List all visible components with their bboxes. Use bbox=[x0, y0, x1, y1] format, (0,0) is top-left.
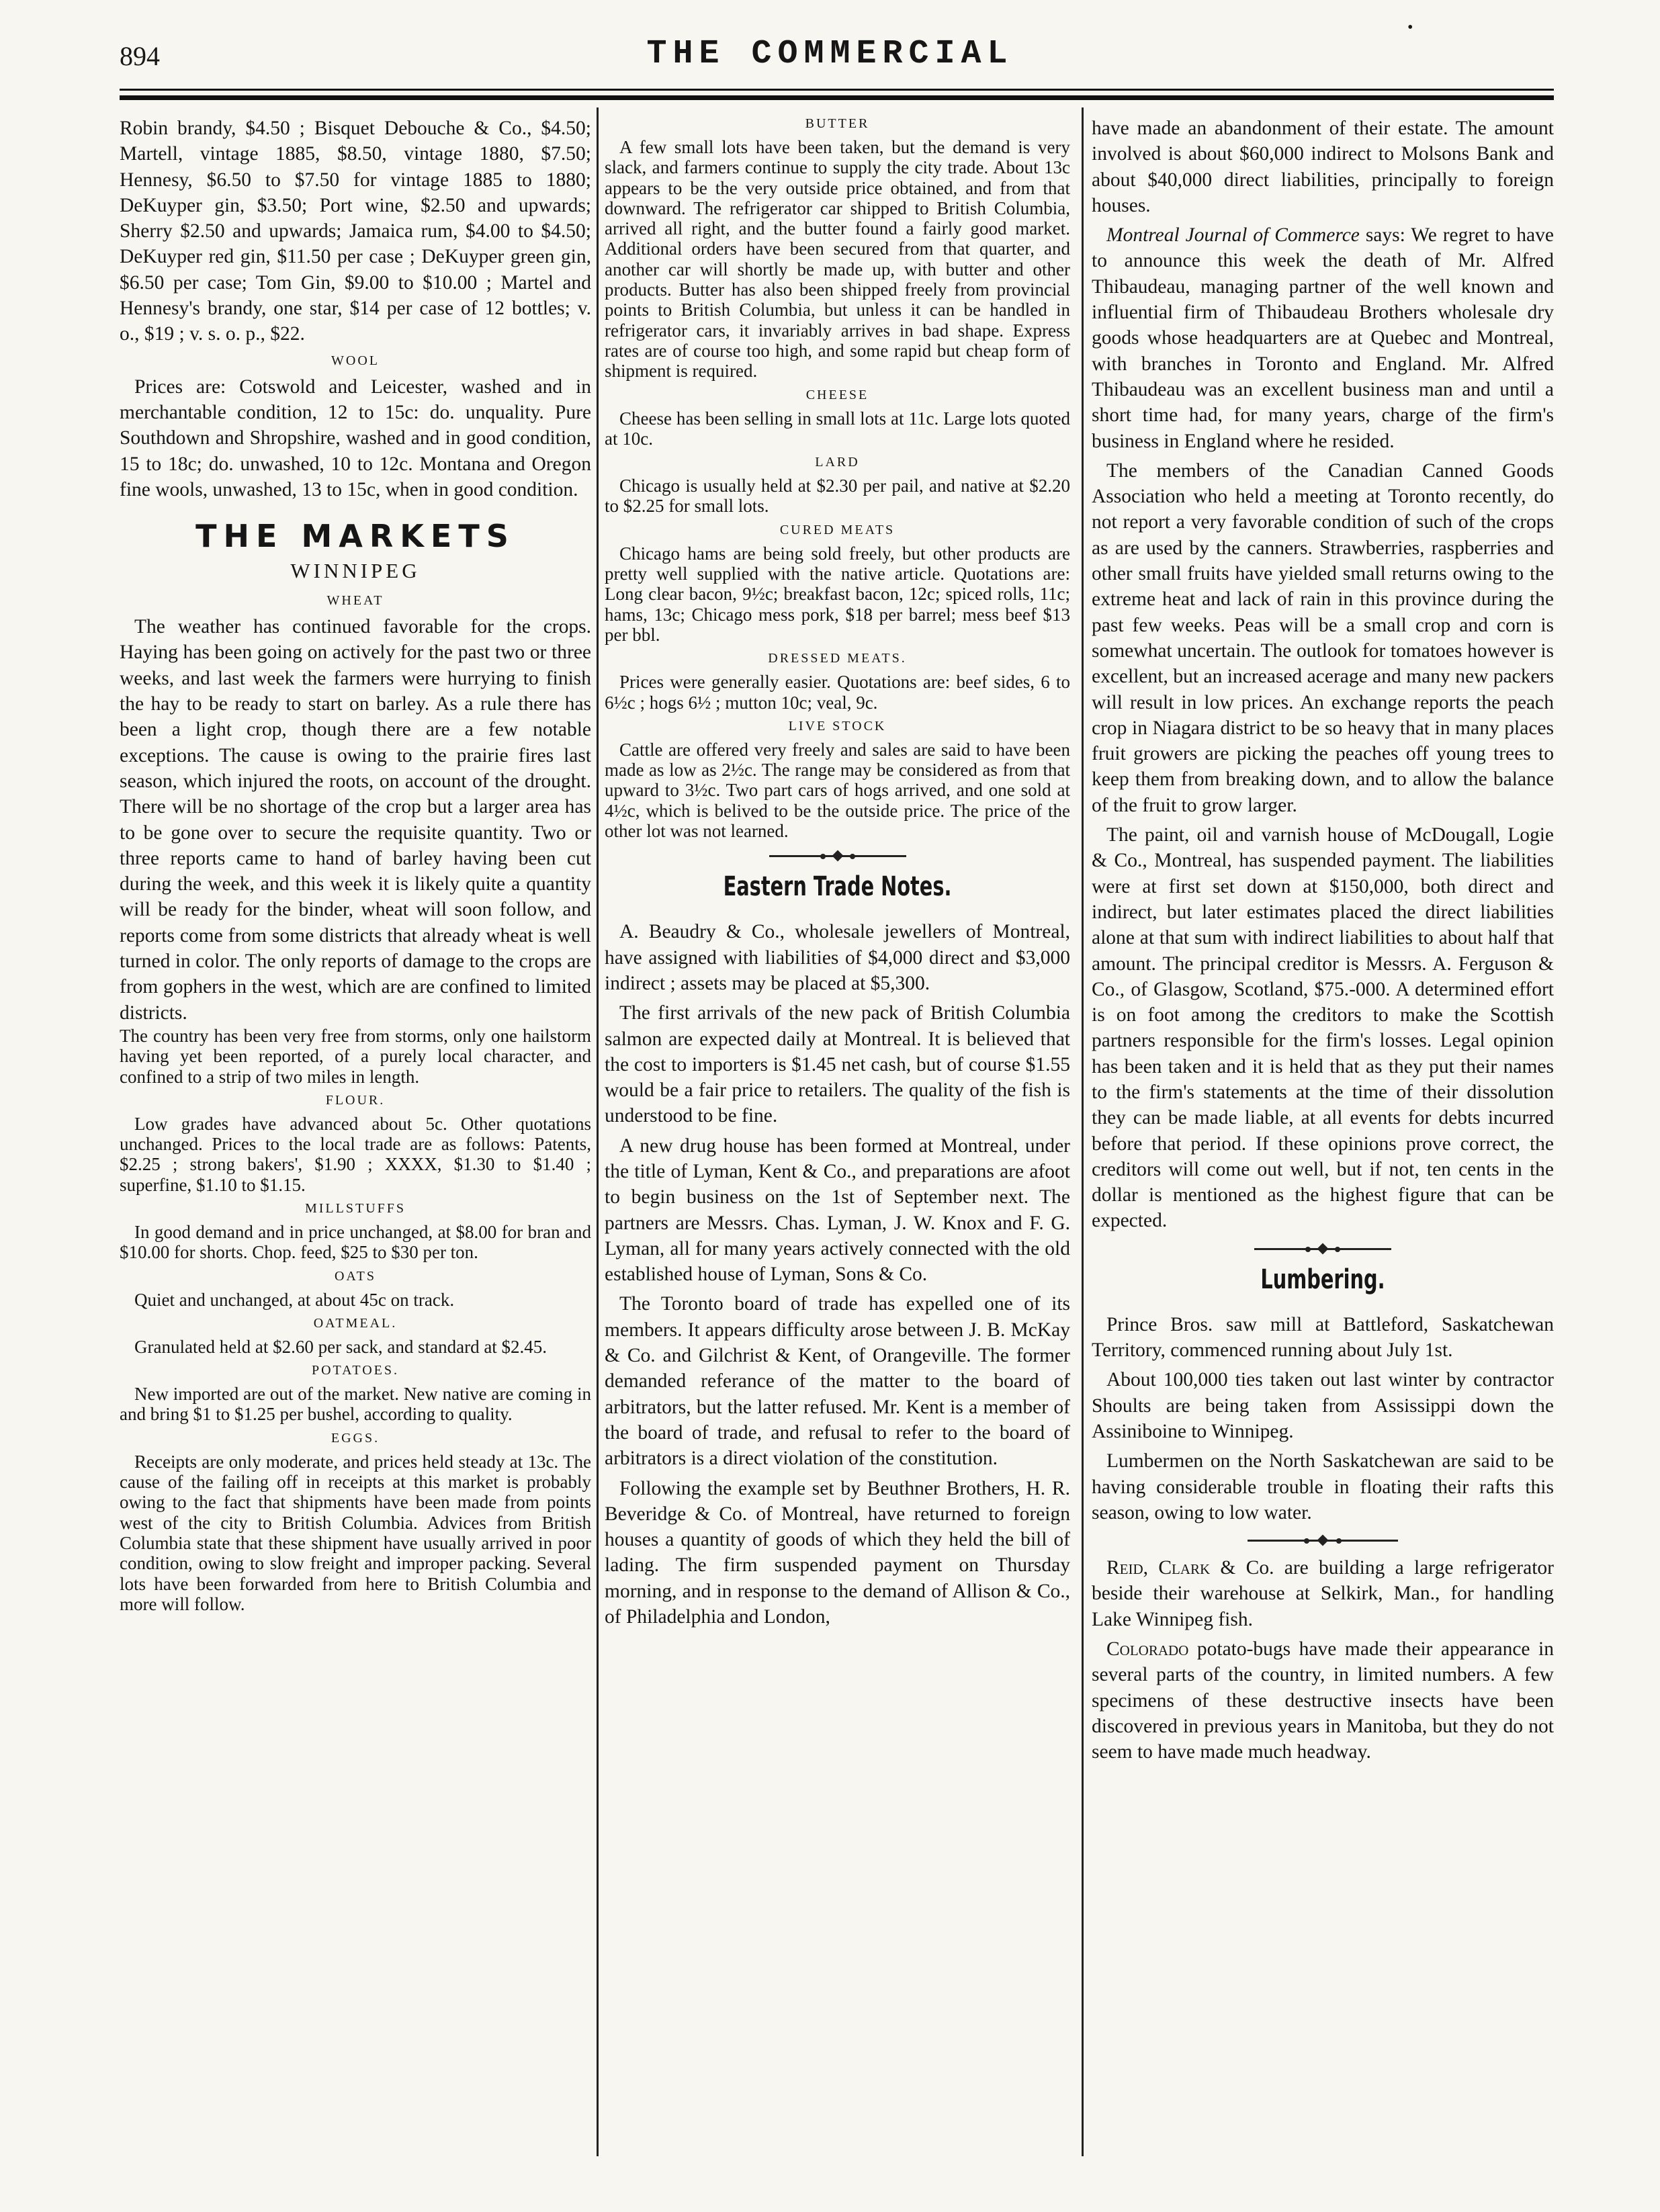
eastern-trade-notes-heading: Eastern Trade Notes. bbox=[723, 871, 952, 903]
lumbering-note-1: Prince Bros. saw mill at Battleford, Saskatchewan Territory, commenced running about July 1st. bbox=[1092, 1313, 1554, 1362]
millstuffs-paragraph: In good demand and in price unchanged, at $8.00 for bran and $10.00 for shorts. Chop. feed, $25 to $30 per ton. bbox=[120, 1221, 591, 1263]
masthead bbox=[0, 0, 1660, 101]
wheat-heading: WHEAT bbox=[326, 593, 384, 609]
eastern-note-4: The Toronto board of trade has expelled one of its members. It appears difficulty arose between J. B. McKay & Co. and Gilchrist & Kent, of Orangeville. The former demanded referance of the matter to the board of arbitrators, but the latter refused. Mr. Kent is a member of the board of trade, and refusal to refer to the board of arbitrators is a direct violation of the constitution. bbox=[605, 1293, 1070, 1470]
journal-title: Montreal Journal of Commerce bbox=[1106, 224, 1360, 247]
column-1 bbox=[120, 116, 591, 1618]
dressed-meats-paragraph: Prices were generally easier. Quotations are: beef sides, 6 to 6½c ; hogs 6½ ; mutton 10c; veal, 9c. bbox=[605, 672, 1070, 713]
lumbering-heading: Lumbering. bbox=[1260, 1264, 1385, 1295]
cheese-heading: CHEESE bbox=[805, 387, 869, 402]
section-ornament bbox=[764, 849, 912, 864]
lumbering-note-3: Lumbermen on the North Saskatchewan are said to be having considerable trouble in floating their rafts this season, owing to low water. bbox=[1092, 1450, 1554, 1523]
mcdougall-paragraph: The paint, oil and varnish house of McDougall, Logie & Co., Montreal, has suspended payment. The liabilities were at first set down at $150,000, both direct and indirect, but later estimates placed the direct liabilities alone at that sum with indirect liabilities to about half that amount. The principal creditor is Messrs. A. Ferguson & Co., of Glasgow, Scotland, $75.-000. A determined effort is on foot among the creditors to make the Scottish partners responsible for the firm's losses. Legal opinion has been taken and it is held that as they put their names to the firm's statements at the time of their dissolution they can be made liable, at all events for debts incurred before that period. If these opinions prove correct, the creditors will come out well, but if not, ten cents in the dollar is mentioned as the highest figure that can be expected. bbox=[1092, 824, 1554, 1232]
wheat-paragraph-continued: The country has been very free from storms, only one hailstorm having yet been reported, of a purely local character, and confined to a strip of two miles in length. bbox=[120, 1025, 591, 1087]
markets-heading: THE MARKETS bbox=[195, 518, 515, 555]
lumbering-note-2: About 100,000 ties taken out last winter by contractor Shoults are being taken from Assissippi down the Assiniboine to Winnipeg. bbox=[1092, 1369, 1554, 1442]
eastern-note-2: The first arrivals of the new pack of British Columbia salmon are expected daily at Montreal. It is believed that the cost to importers is $1.45 net cash, but of course $1.55 would be a fair price to retailers. The quality of the fish is understood to be fine. bbox=[605, 1002, 1070, 1127]
thibaudeau-paragraph bbox=[1092, 222, 1554, 454]
potatoes-paragraph: New imported are out of the market. New native are coming in and bring $1 to $1.25 per bushel, according to quality. bbox=[120, 1384, 591, 1425]
flour-paragraph: Low grades have advanced about 5c. Other quotations unchanged. Prices to the local trade are as follows: Patents, $2.25 ; strong bakers', $1.90 ; XXXX, $1.30 to $1.40 ; superfine, $1.10 to $1.15. bbox=[120, 1113, 591, 1195]
colorado-paragraph bbox=[1092, 1636, 1554, 1765]
column-divider-2 bbox=[1082, 107, 1084, 2156]
wool-heading: WOOL bbox=[331, 353, 380, 368]
eastern-note-3: A new drug house has been formed at Montreal, under the title of Lyman, Kent & Co., and preparations are afoot to begin business on the 1st of September next. The partners are Messrs. Chas. Lyman, J. W. Knox and F. G. Lyman, all for many years actively connected with the old established house of Lyman, Sons & Co. bbox=[605, 1135, 1070, 1286]
winnipeg-heading: WINNIPEG bbox=[290, 559, 421, 583]
stray-mark: • bbox=[1407, 19, 1413, 36]
column-3 bbox=[1092, 116, 1554, 1769]
lard-heading: LARD bbox=[815, 455, 860, 470]
lard-paragraph: Chicago is usually held at $2.30 per pail, and native at $2.20 to $2.25 for small lots. bbox=[605, 476, 1070, 517]
eastern-note-1: A. Beaudry & Co., wholesale jewellers of Montreal, have assigned with liabilities of $4,000 direct and $3,000 indirect ; assets may be placed at $5,300. bbox=[605, 921, 1070, 994]
wool-paragraph: Prices are: Cotswold and Leicester, washed and in merchantable condition, 12 to 15c: do. unquality. Pure Southdown and Shropshire, washed and in good condition, 15 to 18c; do. unwashed, 10 to 12c. Montana and Oregon fine wools, unwashed, 13 to 15c, when in good condition. bbox=[120, 375, 591, 500]
column-divider-1 bbox=[597, 107, 599, 2156]
cheese-paragraph: Cheese has been selling in small lots at 11c. Large lots quoted at 10c. bbox=[605, 408, 1070, 449]
section-ornament bbox=[1249, 1242, 1397, 1257]
continued-paragraph: have made an abandonment of their estate. The amount involved is about $60,000 indirect to Molsons Bank and about $40,000 direct liabilities, principally to foreign houses. bbox=[1092, 118, 1554, 216]
column-2 bbox=[605, 116, 1070, 1634]
thibaudeau-text: says: We regret to have to announce this week the death of Mr. Alfred Thibaudeau, managing partner of the well known and influential firm of Thibaudeau Brothers wholesale dry goods whose headquarters are at Quebec and Montreal, with branches in Toronto and England. Mr. Alfred Thibaudeau was an excellent business man and until a short time had, for many years, charge of the firm's business in England where he resided. bbox=[1092, 224, 1554, 452]
colorado-word: Colorado bbox=[1106, 1638, 1189, 1661]
potatoes-heading: POTATOES. bbox=[311, 1363, 400, 1378]
masthead-rule-thin bbox=[120, 89, 1554, 91]
colorado-text: potato-bugs have made their appearance in several parts of the country, in limited numbers. A few specimens of these destructive insects have been discovered in previous years in Manitoba, but they do not seem to have made much headway. bbox=[1092, 1638, 1554, 1763]
oats-paragraph: Quiet and unchanged, at about 45c on track. bbox=[134, 1289, 455, 1310]
eggs-paragraph: Receipts are only moderate, and prices held steady at 13c. The cause of the failing off in receipts at this market is probably owing to the fact that shipments have been made from points west of the city to British Columbia. Advices from British Columbia state that these shipment have usually arrived in poor condition, owing to slow freight and improper packing. Several lots have been forwarded from here to British Columbia and more will follow. bbox=[120, 1451, 591, 1614]
eggs-heading: EGGS. bbox=[331, 1430, 380, 1446]
flour-heading: FLOUR. bbox=[325, 1092, 386, 1108]
newspaper-title: THE COMMERCIAL bbox=[646, 35, 1014, 73]
spirits-prices: Robin brandy, $4.50 ; Bisquet Debouche & Co., $4.50; Martell, vintage 1885, $8.50, vintage 1880, $7.50; Hennesy, $6.50 to $7.50 for vintage 1885 to 1880; DeKuyper gin, $3.50; Port wine, $2.50 and upwards; Sherry $2.50 and upwards; Jamaica rum, $4.00 to $4.50; DeKuyper red gin, $11.50 per case ; DeKuyper green gin, $6.50 per case; Tom Gin, $9.00 to $10.00 ; Martel and Hennesy's brandy, one star, $14 per case of 12 bottles; v. o., $19 ; v. s. o. p., $22. bbox=[120, 118, 591, 345]
section-ornament bbox=[1242, 1534, 1403, 1548]
dressed-meats-heading: DRESSED MEATS. bbox=[768, 651, 907, 666]
reid-clark-name: Reid, Clark bbox=[1106, 1557, 1211, 1579]
live-stock-paragraph: Cattle are offered very freely and sales are said to have been made as low as 2½c. The range may be considered as from that upward to 3½c. Two part cars of hogs arrived, and one sold at 4½c, which is belived to be the outside price. The price of the other lot was not learned. bbox=[605, 739, 1070, 842]
oatmeal-paragraph: Granulated held at $2.60 per sack, and standard at $2.45. bbox=[134, 1336, 548, 1357]
cured-meats-heading: CURED MEATS bbox=[779, 522, 895, 537]
oatmeal-heading: OATMEAL. bbox=[313, 1315, 398, 1331]
live-stock-heading: LIVE STOCK bbox=[788, 718, 887, 734]
oats-heading: OATS bbox=[334, 1268, 376, 1284]
reid-clark-text: & Co. are building a large refrigerator beside their warehouse at Selkirk, Man., for handling Lake Winnipeg fish. bbox=[1092, 1557, 1554, 1630]
wheat-paragraph: The weather has continued favorable for the crops. Haying has been going on actively for the past two or three weeks, and last week the farmers were hurrying to finish the hay to be ready to start on barley. As a rule there has been a light crop, though there are a few notable exceptions. The cause is owing to the prairie fires last season, which injured the roots, on account of the drought. There will be no shortage of the crop but a larger area has to be gone over to secure the requisite quantity. Two or three reports came to hand of barley having been cut during the week, and this week it is likely quite a quantity will be ready for the binder, wheat will soon follow, and reports come from some districts that already wheat is well turned in color. The only reports of damage to the crops are from gophers in the west, which are are confined to limited districts. bbox=[120, 616, 591, 1024]
butter-paragraph: A few small lots have been taken, but the demand is very slack, and farmers continue to supply the city trade. About 13c appears to be the very outside price obtained, and from that downward. The refrigerator car shipped to British Columbia, arrived all right, and the butter found a fairly good market. Additional orders have been secured from that quarter, and another car will shortly be made up, with butter and other products. Butter has also been shipped freely from provincial points to British Columbia, but unless it can be handled in refrigerator cars, it invariably arrives in bad shape. Express rates are of course too high, and some rapid but cheap form of shipment is required. bbox=[605, 137, 1070, 382]
millstuffs-heading: MILLSTUFFS bbox=[304, 1200, 406, 1216]
reid-clark-paragraph bbox=[1092, 1555, 1554, 1632]
page-number: 894 bbox=[120, 41, 160, 71]
cured-meats-paragraph: Chicago hams are being sold freely, but other products are pretty well supplied with the native article. Quotations are: Long clear bacon, 9½c; breakfast bacon, 12c; spiced rolls, 11c; hams, 13c; Chicago mess pork, $18 per barrel; mess beef $13 per bbl. bbox=[605, 543, 1070, 645]
canned-goods-paragraph: The members of the Canadian Canned Goods Association who held a meeting at Toronto recently, do not report a very favorable condition of such of the crops as are used by the canners. Strawberries, raspberries and other small fruits have yielded small returns owing to the extreme heat and lack of rain in this province during the past few weeks. Peas will be a small crop and corn is somewhat uncertain. The outlook for tomatoes however is excellent, but an increased acerage and many new packers will result in low prices. An exchange reports the peach crop in Niagara district to be so heavy that in many places fruit growers are picking the peaches off young trees to keep them from breaking down, and to allow the balance of the fruit to grow larger. bbox=[1092, 459, 1554, 816]
masthead-rule-thick bbox=[120, 95, 1554, 100]
eastern-note-5: Following the example set by Beuthner Brothers, H. R. Beveridge & Co. of Montreal, have returned to foreign houses a quantity of goods of which they held the bill of lading. The firm suspended payment on Thursday morning, and in response to the demand of Allison & Co., of Philadelphia and London, bbox=[605, 1477, 1070, 1628]
butter-heading: BUTTER bbox=[805, 116, 870, 131]
